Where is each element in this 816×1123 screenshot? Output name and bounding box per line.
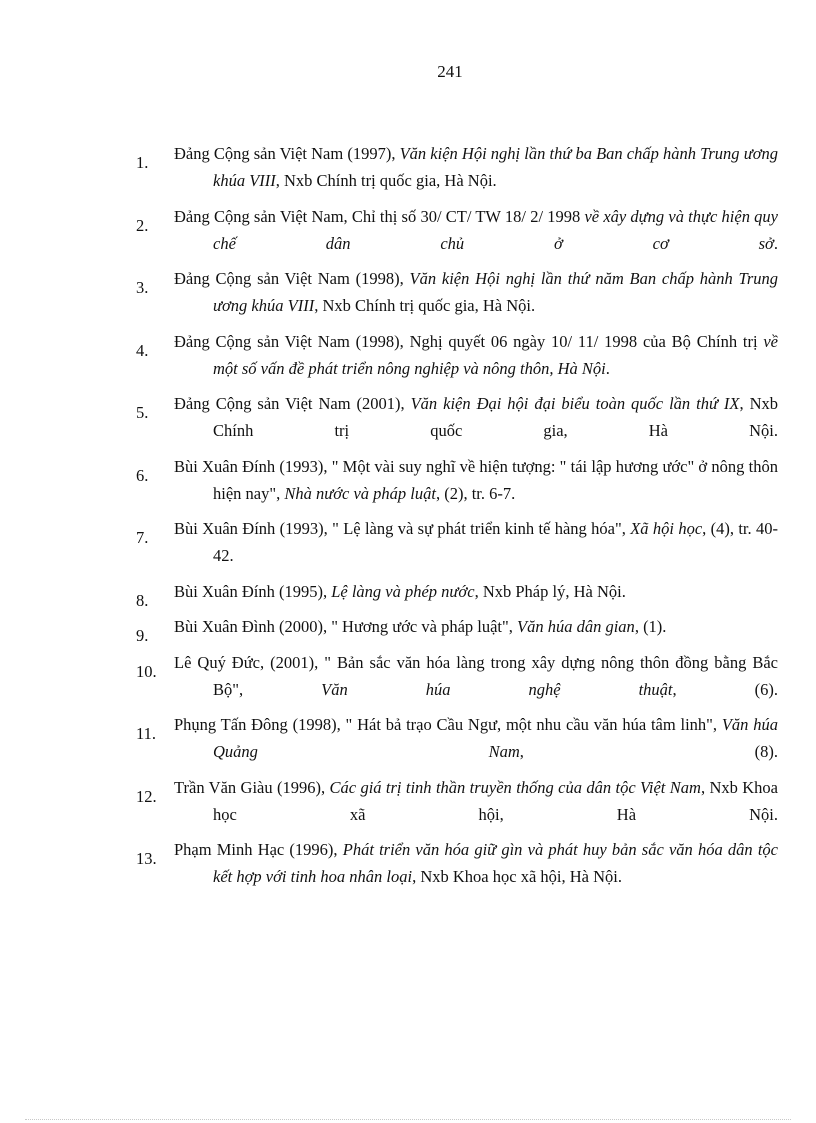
reference-text [174,613,778,640]
reference-title: Các giá trị tinh thần truyền thống của dân tộc Việt Nam [329,777,701,797]
page-bottom-rule [25,1119,791,1120]
reference-authors: Đảng Cộng sản Việt Nam (1997), [174,144,400,163]
reference-title: Văn húa dân gian [517,617,635,636]
reference-text [174,453,778,507]
reference-item [0,613,816,645]
reference-item [0,453,816,507]
reference-number: 2. [136,215,149,235]
reference-item [0,203,816,257]
reference-publisher: , (8). [519,742,778,761]
reference-title: về xây dựng và thực hiện quy chế dân chủ ở cơ sở [213,206,778,253]
reference-text [174,515,778,569]
reference-list [0,140,816,899]
reference-item [0,515,816,569]
reference-authors: Bùi Xuân Đính (1993), " Lệ làng và sự phát triển kinh tế hàng hóa", [174,519,631,538]
reference-title: Văn húa nghệ thuật [321,679,673,699]
reference-number: 12. [136,786,157,806]
reference-authors: Bùi Xuân Đính (1993), " Một vài suy nghĩ về hiện tượng: " tái lập hương ước" ở nông thôn hiện nay", [174,456,778,503]
reference-item [0,265,816,319]
reference-title: Xã hội học [630,519,703,538]
reference-item [0,140,816,194]
reference-item [0,578,816,610]
reference-authors: Lê Quý Đức, (2001), " Bản sắc văn hóa làng trong xây dựng nông thôn đồng bằng Bắc Bộ", [174,652,778,699]
reference-authors: Đảng Cộng sản Việt Nam (1998), [174,269,410,288]
reference-title: Phát triển văn hóa giữ gìn và phát huy bản sắc văn hóa dân tộc kết hợp với tinh hoa nhân loại [213,840,778,886]
reference-item [0,711,816,765]
page-number: 241 [437,62,463,81]
reference-publisher: , (2), tr. 6-7. [435,483,516,503]
reference-title: về một số vấn đề phát triển nông nghiệp và nông thôn, Hà Nội [213,331,778,378]
reference-text [174,265,778,319]
reference-text [174,836,778,890]
reference-title: Văn kiện Hội nghị lần thứ ba Ban chấp hành Trung ương khúa VIII [213,144,778,190]
reference-number: 10. [136,661,157,681]
reference-number: 11. [136,724,157,743]
reference-number: 9. [136,626,149,645]
reference-item [0,649,816,703]
reference-number: 13. [136,849,157,868]
reference-text [174,578,778,605]
reference-number: 8. [136,590,149,610]
reference-item [0,328,816,382]
reference-item [0,390,816,444]
reference-text [174,774,778,828]
reference-item [0,774,816,828]
reference-publisher: . [773,233,778,253]
reference-publisher: , Nxb Pháp lý, Hà Nội. [474,581,626,601]
reference-publisher: , Nxb Khoa học xã hội, Hà Nội. [213,777,778,824]
reference-authors: Phạm Minh Hạc (1996), [174,840,343,859]
reference-publisher: , (6). [672,679,778,699]
reference-text [174,328,778,382]
reference-authors: Đảng Cộng sản Việt Nam (2001), [174,394,411,413]
reference-number: 1. [136,153,149,172]
reference-item [0,836,816,890]
reference-title: Văn kiện Hội nghị lần thứ năm Ban chấp hành Trung ương khúa VIII [213,269,778,315]
reference-publisher: . [605,358,610,378]
reference-publisher: , Nxb Khoa học xã hội, Hà Nội. [412,867,622,886]
reference-authors: Trần Văn Giàu (1996), [174,777,330,797]
reference-text [174,140,778,194]
reference-authors: Bùi Xuân Đình (2000), " Hương ước và pháp luật", [174,617,518,636]
reference-authors: Bùi Xuân Đính (1995), [174,581,332,601]
reference-text [174,649,778,703]
reference-number: 3. [136,278,149,297]
reference-publisher: , (1). [634,617,667,636]
reference-number: 5. [136,403,149,422]
reference-title: Văn kiện Đại hội đại biểu toàn quốc lần thứ IX [410,394,740,413]
reference-title: Lệ làng và phép nước [331,581,475,601]
reference-text [174,203,778,257]
reference-authors: Phụng Tấn Đông (1998), " Hát bả trạo Cầu Ngư, một nhu cầu văn húa tâm linh", [174,715,722,734]
reference-number: 6. [136,465,149,485]
reference-title: Văn húa Quảng Nam [213,715,778,761]
reference-number: 4. [136,340,149,360]
reference-publisher: , Nxb Chính trị quốc gia, Hà Nội. [314,296,536,315]
reference-publisher: , (4), tr. 40-42. [213,519,778,565]
reference-text [174,711,778,765]
reference-authors: Đảng Cộng sản Việt Nam (1998), Nghị quyết 06 ngày 10/ 11/ 1998 của Bộ Chính trị [174,331,764,351]
reference-title: Nhà nước và pháp luật [284,483,436,503]
reference-publisher: , Nxb Chính trị quốc gia, Hà Nội. [275,171,497,190]
reference-number: 7. [136,528,149,547]
reference-authors: Đảng Cộng sản Việt Nam, Chỉ thị số 30/ CT/ TW 18/ 2/ 1998 [174,206,585,226]
reference-text [174,390,778,444]
reference-publisher: , Nxb Chính trị quốc gia, Hà Nội. [213,394,779,440]
